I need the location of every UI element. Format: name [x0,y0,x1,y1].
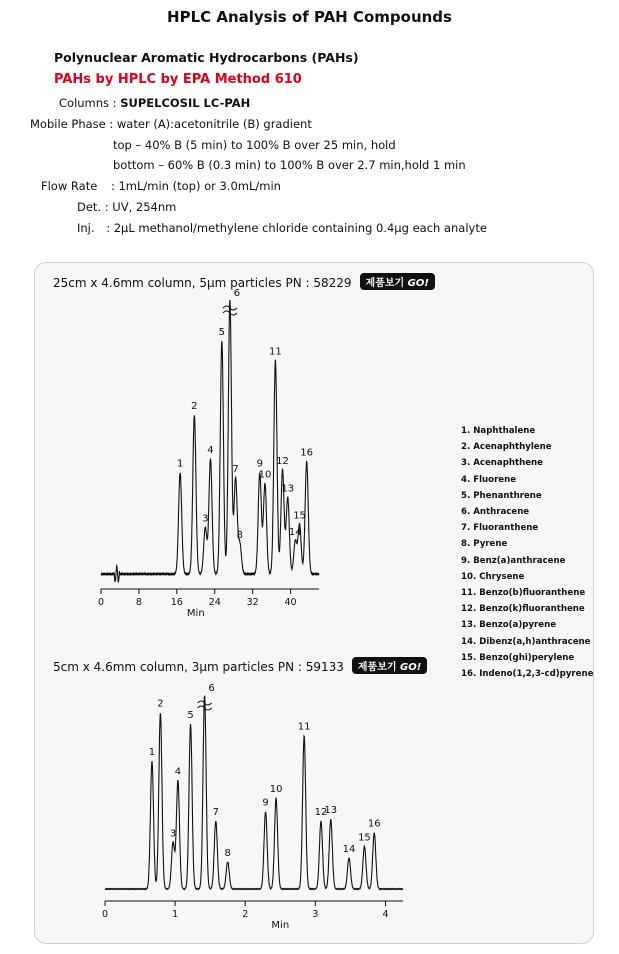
detector-label: Det. : [77,200,109,214]
legend-item: 3. Acenaphthene [461,458,543,469]
legend-item: 13. Benzo(a)pyrene [461,620,557,631]
peak-label: 16 [300,447,314,459]
mobile-phase-top: top – 40% B (5 min) to 100% B over 25 min, hold [113,138,396,152]
peak-label: 9 [256,458,263,470]
peak-label: 5 [187,710,194,722]
legend-item: 2. Acenaphthylene [461,442,552,453]
peak-label: 1 [176,458,184,470]
columns-label: Columns : [59,96,117,110]
x-tick-label: 1 [172,909,179,920]
peak-label: 7 [232,464,239,476]
x-tick-label: 0 [101,909,109,920]
peak-label: 12 [314,807,328,819]
chromatogram-trace [105,696,403,890]
legend-item: 12. Benzo(k)fluoranthene [461,604,585,615]
peak-label: 5 [218,327,226,339]
product-view-button-2[interactable]: 제품보기 GO! [352,657,427,674]
x-axis-label: Min [186,608,205,619]
peak-label: 13 [281,483,295,495]
mobile-phase-value: water (A):acetonitrile (B) gradient [116,117,312,131]
columns-value: SUPELCOSIL LC-PAH [120,96,251,110]
peak-label: 2 [191,401,198,413]
legend-item: 11. Benzo(b)fluoranthene [461,588,586,599]
page-title: HPLC Analysis of PAH Compounds [167,8,452,26]
injection-label: Inj. [77,221,95,235]
x-tick-label: 32 [246,597,259,608]
peak-label: 11 [269,346,282,358]
peak-label: 14 [288,527,302,539]
peak-label: 8 [224,847,231,859]
legend-item: 16. Indeno(1,2,3-cd)pyrene [461,669,594,680]
x-tick-label: 4 [382,909,389,920]
peak-label: 14 [342,843,356,855]
flow-rate-value: : 1mL/min (top) or 3.0mL/min [110,179,281,193]
peak-label: 10 [269,783,283,795]
chart-2-title: 5cm x 4.6mm column, 3μm particles PN : 59133 [53,660,344,674]
peak-label: 3 [202,513,209,525]
peak-label: 12 [276,455,289,467]
x-tick-label: 40 [284,597,297,608]
x-tick-label: 0 [97,597,105,608]
peak-label: 2 [157,698,164,710]
peak-label: 4 [207,444,214,456]
x-tick-label: 16 [170,597,183,608]
peak-label: 7 [212,807,219,819]
legend-item: 15. Benzo(ghi)perylene [461,652,575,663]
legend-item: 8. Pyrene [461,539,508,550]
peak-label: 1 [148,746,156,758]
peak-label: 11 [297,721,311,733]
flow-rate-label: Flow Rate [41,179,98,193]
legend-item: 10. Chrysene [461,571,525,582]
peak-label: 9 [262,797,269,809]
legend-item: 5. Phenanthrene [461,490,542,501]
method-title: PAHs by HPLC by EPA Method 610 [54,72,302,87]
peak-label: 6 [233,288,241,299]
injection-value: : 2μL methanol/methylene chloride containing 0.4μg each analyte [106,221,487,235]
legend-item: 4. Fluorene [461,474,517,485]
product-view-button-1[interactable]: 제품보기 GO! [360,273,435,290]
legend-item: 6. Anthracene [461,507,530,518]
peak-label: 4 [174,766,182,778]
peak-label: 13 [324,805,338,817]
peak-label: 6 [208,683,215,694]
peak-legend [461,423,593,682]
peak-label: 15 [293,510,306,522]
peak-label: 10 [258,469,272,481]
x-tick-label: 8 [135,597,142,608]
chart-1-title: 25cm x 4.6mm column, 5μm particles PN : 58229 [53,276,352,290]
peak-label: 16 [367,818,381,830]
legend-item: 9. Benz(a)anthracene [461,555,566,566]
x-tick-label: 3 [312,909,319,920]
peak-label: 15 [358,832,371,844]
mobile-phase-bottom: bottom – 60% B (0.3 min) to 100% B over 2.7 min,hold 1 min [113,158,466,172]
chromatogram-trace [101,300,319,582]
subtitle: Polynuclear Aromatic Hydrocarbons (PAHs) [54,50,359,65]
mobile-phase-label: Mobile Phase : [30,117,114,131]
x-tick-label: 2 [242,909,249,920]
x-tick-label: 24 [208,597,221,608]
detector-value: UV, 254nm [112,200,177,214]
x-axis-label: Min [271,920,290,931]
peak-label: 8 [236,529,244,541]
legend-item: 1. Naphthalene [461,426,536,436]
peak-label: 3 [169,828,177,840]
legend-item: 14. Dibenz(a,h)anthracene [461,636,591,647]
legend-item: 7. Fluoranthene [461,523,539,534]
